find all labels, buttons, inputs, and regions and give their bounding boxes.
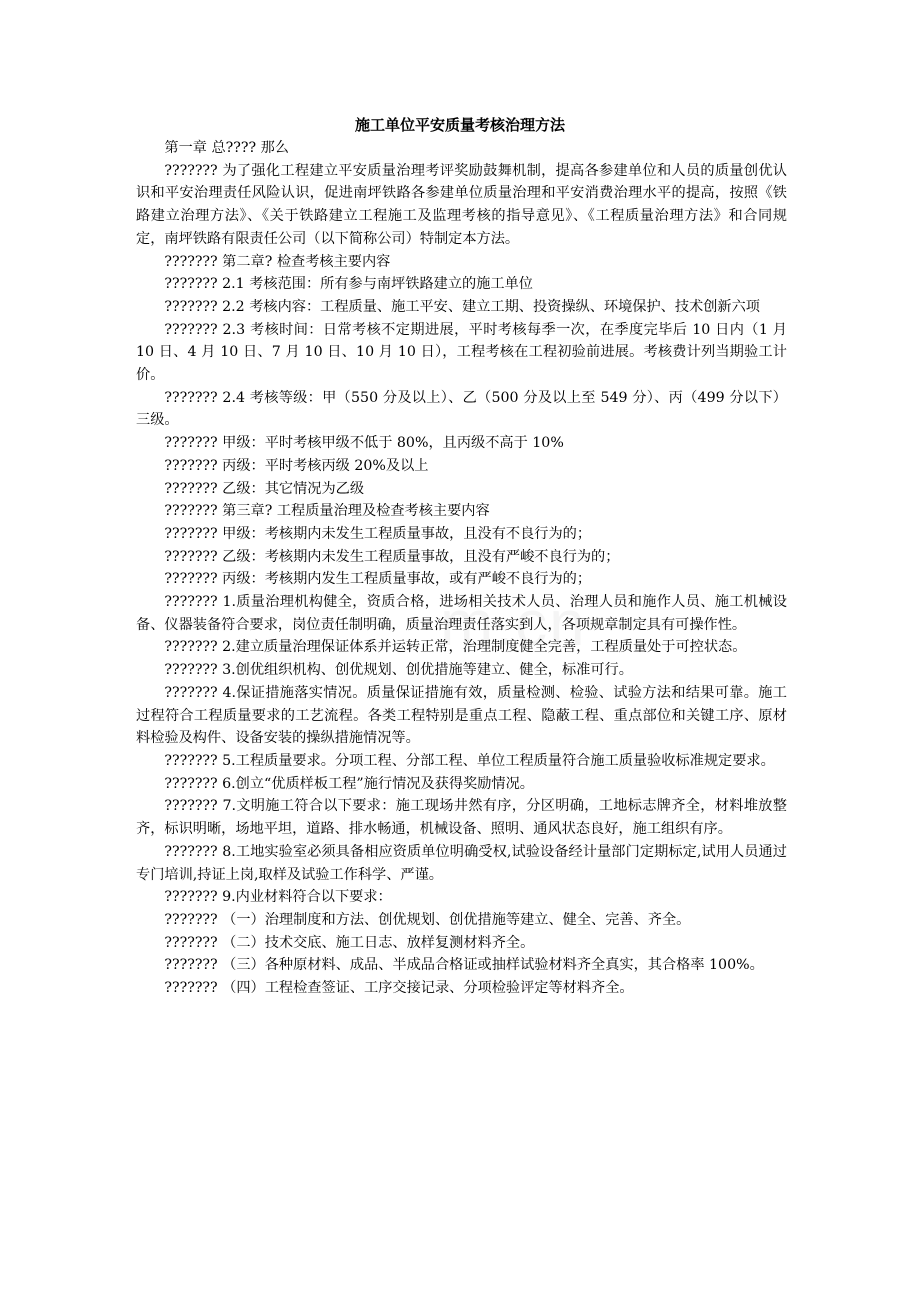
paragraph: ??????? （四）工程检查签证、工序交接记录、分项检验评定等材料齐全。: [164, 980, 634, 997]
paragraph: ??????? 乙级：考核期内未发生工程质量事故，且没有严峻不良行为的；: [164, 548, 620, 565]
paragraph: ??????? 3.创优组织机构、创优规划、创优措施等建立、健全，标准可行。: [164, 662, 633, 679]
paragraph: ??????? （一）治理制度和方法、创优规划、创优措施等建立、健全、完善、齐全。: [164, 911, 691, 928]
paragraph: ??????? 2.3 考核时间：日常考核不定期进展，平时考核每季一次，在季度完毕后 10 日内（1 月 10 日、4 月 10 日、7 月 10 日、10 月 10 日），工程考核在工程初验前进展。考核费计列当期验工计价。: [136, 321, 787, 384]
paragraph: ??????? 8.工地实验室必须具备相应资质单位明确受权,试验设备经计量部门定期标定,试用人员通过专门培训,持证上岗,取样及试验工作科学、严谨。: [136, 843, 787, 883]
document-body: [136, 137, 787, 1000]
paragraph: ??????? 2.4 考核等级：甲（550 分及以上）、乙（500 分及以上至 549 分）、丙（499 分以下）三级。: [136, 389, 787, 429]
paragraph: ??????? 甲级：考核期内未发生工程质量事故，且没有不良行为的；: [164, 525, 592, 542]
paragraph: ??????? （二）技术交底、施工日志、放样复测材料齐全。: [164, 934, 535, 951]
paragraph: ??????? 6.创立“优质样板工程”施行情况及获得奖励情况。: [164, 775, 534, 792]
watermark: m.cn: [440, 587, 587, 659]
paragraph: ??????? 2.2 考核内容：工程质量、施工平安、建立工期、投资操纵、环境保护、技术创新六项: [164, 298, 760, 315]
paragraph: ??????? 4.保证措施落实情况。质量保证措施有效，质量检测、检验、试验方法和结果可靠。施工过程符合工程质量要求的工艺流程。各类工程特别是重点工程、隐蔽工程、重点部位和关键工序、原材料检验及构件、设备安装的操纵措施情况等。: [136, 684, 787, 747]
paragraph: ??????? 为了强化工程建立平安质量治理考评奖励鼓舞机制，提高各参建单位和人员的质量创优认识和平安治理责任风险认识，促进南坪铁路各参建单位质量治理和平安消费治理水平的提高，按照《铁路建立治理方法》、《关于铁路建立工程施工及监理考核的指导意见》、《工程质量治理方法》和合同规定，南坪铁路有限责任公司（以下简称公司）特制定本方法。: [136, 162, 787, 247]
document-title: 施工单位平安质量考核治理方法: [354, 116, 565, 134]
paragraph: ??????? 7.文明施工符合以下要求：施工现场井然有序，分区明确，工地标志牌齐全，材料堆放整齐，标识明晰，场地平坦，道路、排水畅通，机械设备、照明、通风状态良好，施工组织有序。: [136, 798, 787, 838]
paragraph: ??????? 5.工程质量要求。分项工程、分部工程、单位工程质量符合施工质量验收标准规定要求。: [164, 752, 775, 769]
paragraph: ??????? 乙级：其它情况为乙级: [164, 480, 365, 497]
paragraph: ??????? 2.1 考核范围：所有参与南坪铁路建立的施工单位: [164, 276, 533, 293]
paragraph: ??????? 丙级：平时考核丙级 20%及以上: [164, 457, 429, 474]
paragraph: ??????? 甲级：平时考核甲级不低于 80%，且丙级不高于 10%: [164, 435, 564, 452]
paragraph: 第一章 总???? 那么: [164, 140, 289, 156]
paragraph: ??????? 第三章? 工程质量治理及检查考核主要内容: [164, 503, 490, 520]
paragraph: ??????? 1.质量治理机构健全，资质合格，进场相关技术人员、治理人员和施作人员、施工机械设备、仪器装备符合要求，岗位责任制明确，质量治理责任落实到人，各项规章制定具有可操作性。: [136, 594, 787, 633]
paragraph: ??????? （三）各种原材料、成品、半成品合格证或抽样试验材料齐全真实，其合格率 100%。: [164, 957, 764, 974]
paragraph: ??????? 2.建立质量治理保证体系并运转正常，治理制度健全完善，工程质量处于可控状态。: [164, 639, 747, 656]
paragraph: ??????? 9.内业材料符合以下要求：: [164, 889, 392, 906]
paragraph: ??????? 第二章? 检查考核主要内容: [164, 253, 391, 270]
paragraph: ??????? 丙级：考核期内发生工程质量事故，或有严峻不良行为的；: [164, 571, 592, 588]
